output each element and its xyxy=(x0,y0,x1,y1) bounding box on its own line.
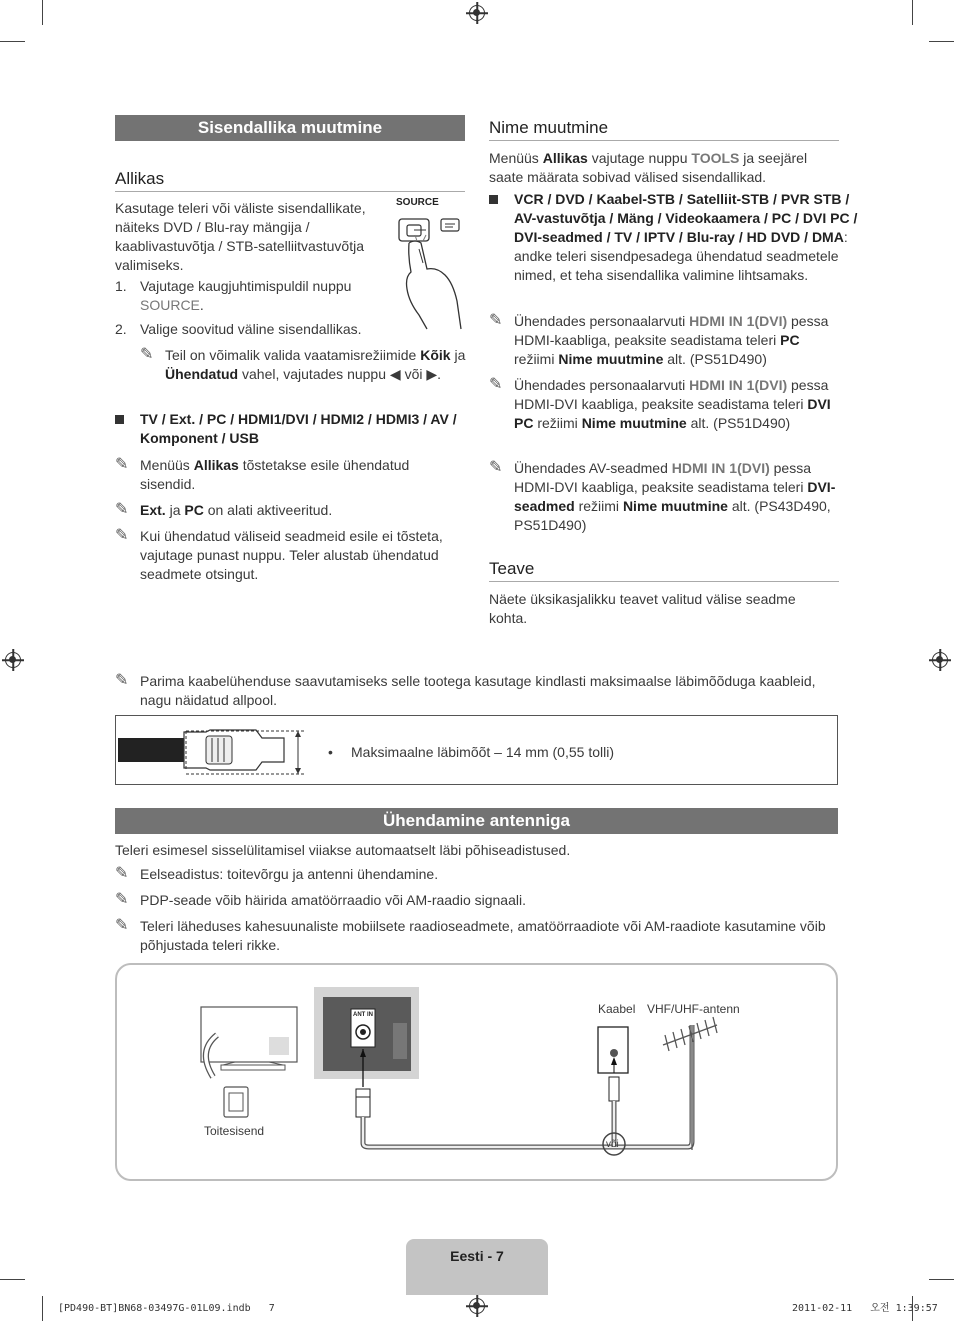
allikas-intro: Kasutage teleri või väliste sisendallikate, näiteks DVD / Blu-ray mängija / kaablivastuvõtja / STB-satelliitvastuvõtja valimiseks. xyxy=(115,200,366,273)
allikas-note-1 xyxy=(115,456,465,494)
step-1-text: Vajutage kaugjuhtimispuldil nuppu xyxy=(140,278,352,294)
registration-mark-icon xyxy=(469,5,485,21)
step-2-note-text-e: vahel, vajutades nuppu xyxy=(242,366,386,382)
note-pencil-icon: ✎ xyxy=(489,312,503,329)
heading-allikas: Allikas xyxy=(115,169,465,192)
allikas-note-3 xyxy=(115,527,485,584)
step-2-number: 2. xyxy=(115,321,127,337)
note-pencil-icon: ✎ xyxy=(115,456,129,473)
step-2-note-text-d: Ühendatud xyxy=(165,366,239,382)
antenna-connection-diagram xyxy=(115,963,838,1181)
step-1-number: 1. xyxy=(115,278,127,294)
antenna-note-1-text: Eelseadistus: toitevõrgu ja antenni ühendamine. xyxy=(140,866,439,882)
n1-a: Ühendades personaalarvuti xyxy=(514,313,686,329)
step-1-end: . xyxy=(199,297,204,313)
antenna-note-2 xyxy=(115,891,860,910)
n3-g: alt. (PS43D490, PS51D490) xyxy=(514,498,831,533)
n2-a: Ühendades personaalarvuti xyxy=(514,377,686,393)
step-2-note: ✎ Teil on võimalik valida vaatamisrežiimide Kõik ja Ühendatud vahel, vajutades nuppu ◀ või ▶. xyxy=(140,346,466,382)
antenna-note-2-text: PDP-seade võib häirida amatöörraadio või AM-raadio signaali. xyxy=(140,892,526,908)
n3-c: pessa HDMI-DVI kaabliga, peaksite seadistama teleri xyxy=(514,460,811,495)
nime-intro-a: Menüüs xyxy=(489,150,539,166)
note-1-text-b: Allikas xyxy=(193,457,239,473)
device-list-rest: : andke teleri sisendpesadega ühendatud seadmetele nimed, et teha sisendallika valimine lihtsamaks. xyxy=(514,229,848,283)
n3-d: DVI-seadmed xyxy=(514,479,836,514)
registration-mark-icon xyxy=(5,652,21,668)
antenna-note-3-text: Teleri läheduses kahesuunaliste mobiilsete raadioseadmete, amatöörraadiote või AM-raadiote kasutamine võib põhjustada teleri rikke. xyxy=(140,918,826,953)
vhf-uhf-label: VHF/UHF-antenn xyxy=(647,1002,740,1016)
nime-note-1 xyxy=(489,312,836,369)
remote-source-label: SOURCE xyxy=(396,197,439,208)
step-2-note-text-a: Teil on võimalik valida vaatamisrežiimide xyxy=(165,347,417,363)
note-pencil-icon: ✎ xyxy=(115,501,129,518)
note-3-text: Kui ühendatud väliseid seadmeid esile ei tõsteta, vajutage punast nuppu. Teler alustab ühendatud seadmete otsingut. xyxy=(140,528,443,582)
section-title-antenna: Ühendamine antenniga xyxy=(115,808,838,834)
n1-c: pessa HDMI-kaabliga, peaksite seadistama teleri xyxy=(514,313,829,348)
file-info: [PD490-BT]BN68-03497G-01L09.indb 7 xyxy=(58,1303,275,1314)
note-pencil-icon: ✎ xyxy=(489,376,503,393)
page-label: Eesti - 7 xyxy=(450,1248,504,1264)
note-2-text-b: ja xyxy=(169,502,181,518)
page-number-tab xyxy=(406,1239,548,1295)
sources-list xyxy=(115,410,485,448)
note-pencil-icon: ✎ xyxy=(115,891,129,908)
note-pencil-icon: ✎ xyxy=(115,672,129,689)
n1-f: Nime muutmine xyxy=(558,351,664,367)
note-2-text-c: PC xyxy=(184,502,204,518)
nime-note-2 xyxy=(489,376,836,433)
connection-diagram-drawing xyxy=(117,965,836,1179)
nime-note-3 xyxy=(489,459,836,535)
n1-d: PC xyxy=(780,332,800,348)
antenna-intro: Teleri esimesel sisselülitamisel viiakse automaatselt läbi põhiseadistused. xyxy=(115,842,571,858)
n2-d: DVI PC xyxy=(514,396,831,431)
note-1-text-a: Menüüs xyxy=(140,457,190,473)
antenna-note-1 xyxy=(115,865,860,884)
note-pencil-icon: ✎ xyxy=(115,865,129,882)
cable-box-text: Maksimaalne läbimõõt – 14 mm (0,55 tolli) xyxy=(351,744,614,760)
note-1-text-c: tõstetakse esile ühendatud sisendid. xyxy=(140,457,410,492)
step-2-note-text-c: ja xyxy=(454,347,466,363)
note-2-text-a: Ext. xyxy=(140,502,166,518)
n3-a: Ühendades AV-seadmed xyxy=(514,460,668,476)
cable-box-bullet: • xyxy=(328,744,333,760)
n2-g: alt. (PS51D490) xyxy=(690,415,791,431)
cable-note-text: Parima kaabelühenduse saavutamiseks selle tootega kasutage kindlasti maksimaalse läbimõõduga kaableid, nagu näidatud allpool. xyxy=(140,673,816,708)
nime-intro-e: ja seejärel saate määrata sobivad välised sisendallikad. xyxy=(489,150,808,185)
nime-intro-b: Allikas xyxy=(542,150,588,166)
hand-pressing-button-icon xyxy=(393,197,465,331)
remote-source-button-illustration xyxy=(393,197,465,331)
step-2-note-text-f: või xyxy=(404,366,423,382)
step-1-key: SOURCE xyxy=(140,297,200,313)
note-pencil-icon: ✎ xyxy=(489,459,503,476)
n2-b: HDMI IN 1(DVI) xyxy=(689,377,788,393)
allikas-note-2 xyxy=(115,501,465,520)
cable-diameter-box xyxy=(115,715,838,785)
n2-f: Nime muutmine xyxy=(581,415,687,431)
sources-list-text: TV / Ext. / PC / HDMI1/DVI / HDMI2 / HDMI3 / AV / Komponent / USB xyxy=(140,411,457,446)
step-2-text: Valige soovitud väline sisendallikas. xyxy=(140,321,362,337)
bullet-square-icon xyxy=(115,415,124,424)
step-2-note-text-b: Kõik xyxy=(420,347,451,363)
heading-nime-muutmine: Nime muutmine xyxy=(489,118,839,141)
registration-mark-icon xyxy=(932,652,948,668)
arrow-right-icon: ▶ xyxy=(426,366,438,382)
nime-intro xyxy=(489,149,829,187)
teave-text: Näete üksikasjalikku teavet valitud välise seadme kohta. xyxy=(489,591,796,626)
tv-back-icon xyxy=(201,1007,297,1117)
antenna-note-3 xyxy=(115,917,860,955)
voi-label: või xyxy=(606,1139,619,1150)
n3-f: Nime muutmine xyxy=(622,498,728,514)
n3-b: HDMI IN 1(DVI) xyxy=(671,460,770,476)
step-2 xyxy=(115,320,400,339)
ant-in-label: ANT IN xyxy=(353,1012,373,1018)
n1-e: režiimi xyxy=(514,351,555,367)
bullet-square-icon xyxy=(489,195,498,204)
heading-teave: Teave xyxy=(489,559,839,582)
nime-intro-d: TOOLS xyxy=(691,150,740,166)
device-list-bold: VCR / DVD / Kaabel-STB / Satelliit-STB / PVR STB / AV-vastuvõtja / Mäng / Videokaamera / PC / DVI PC / DVI-seadmed / TV / IPTV / Blu-ray / HD DVD / DMA xyxy=(514,191,858,245)
note-2-text-d: on alati aktiveeritud. xyxy=(207,502,333,518)
cable-connector-icon xyxy=(118,716,318,784)
registration-mark-icon xyxy=(469,1298,485,1314)
nime-intro-c: vajutage nuppu xyxy=(591,150,688,166)
step-1 xyxy=(115,277,390,315)
arrow-left-icon: ◀ xyxy=(389,366,401,382)
date-info: 2011-02-11 오전 1:39:57 xyxy=(792,1303,938,1314)
kaabel-label: Kaabel xyxy=(598,1002,636,1016)
n1-b: HDMI IN 1(DVI) xyxy=(689,313,788,329)
n3-e: režiimi xyxy=(578,498,620,514)
note-pencil-icon: ✎ xyxy=(140,346,154,363)
n2-e: režiimi xyxy=(537,415,578,431)
cable-note xyxy=(115,672,840,710)
section-title-input-source: Sisendallika muutmine xyxy=(115,115,465,141)
n2-c: pessa HDMI-DVI kaabliga, peaksite seadistama teleri xyxy=(514,377,829,412)
n1-g: alt. (PS51D490) xyxy=(667,351,767,367)
device-name-list xyxy=(489,190,861,285)
note-pencil-icon: ✎ xyxy=(115,527,129,544)
toitesisend-label: Toitesisend xyxy=(204,1124,265,1138)
note-pencil-icon: ✎ xyxy=(115,917,129,934)
